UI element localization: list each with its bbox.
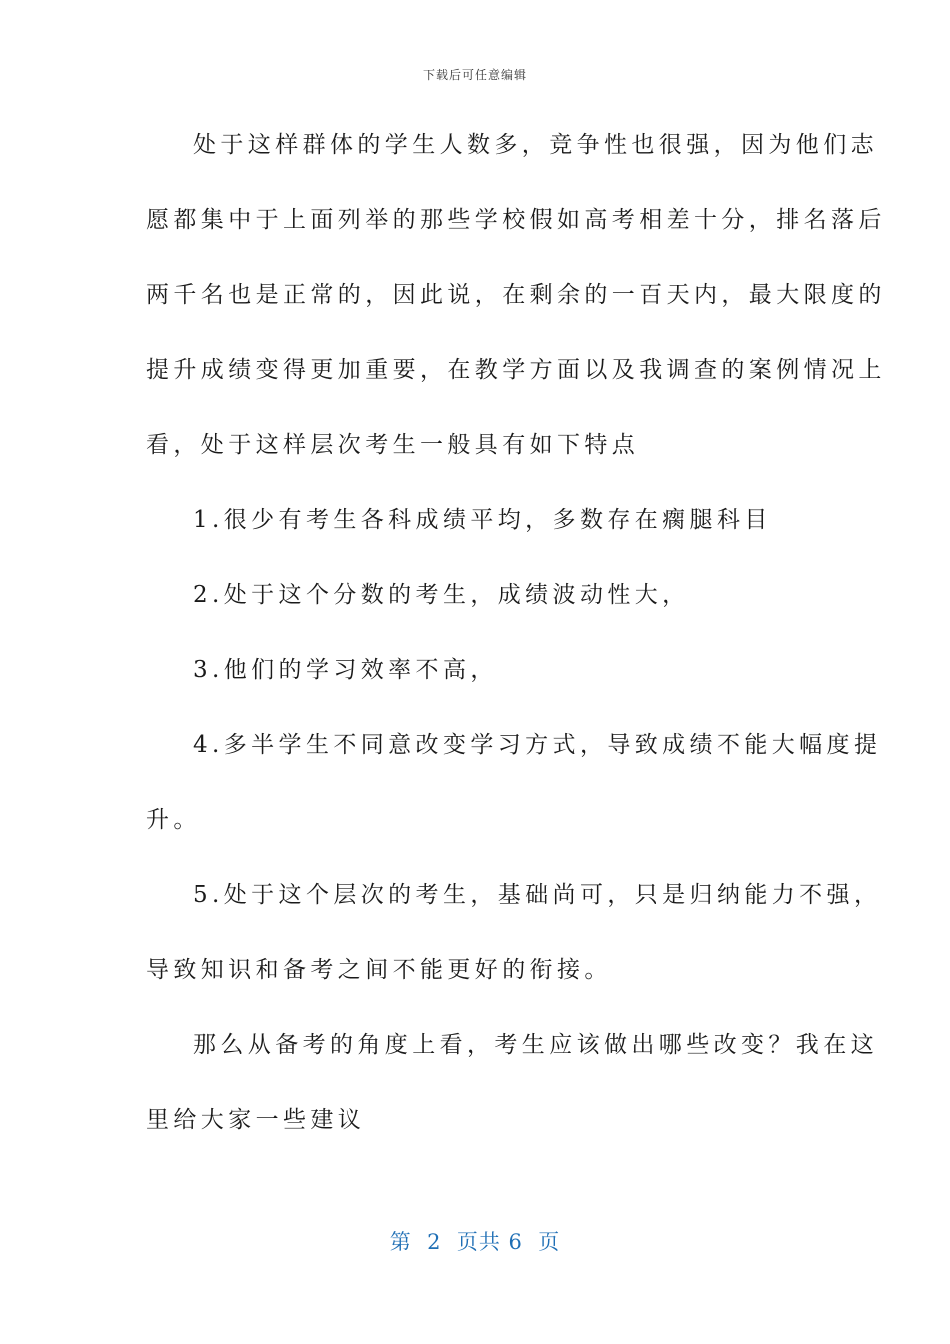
page-number-footer: 第 2 页共 6 页 [389,1230,561,1254]
list-item-1: 1.很少有考生各科成绩平均，多数存在瘸腿科目 [193,507,772,533]
paragraph-line: 里给大家一些建议 [146,1107,366,1133]
list-item-5-continuation: 导致知识和备考之间不能更好的衔接。 [146,957,612,983]
paragraph-line: 处于这样群体的学生人数多，竞争性也很强，因为他们志 [193,132,878,158]
paragraph-line: 两千名也是正常的，因此说，在剩余的一百天内，最大限度的 [146,282,886,308]
list-item-5: 5.处于这个层次的考生，基础尚可，只是归纳能力不强， [193,882,882,908]
list-item-3: 3.他们的学习效率不高， [193,657,498,683]
paragraph-line: 愿都集中于上面列举的那些学校假如高考相差十分，排名落后 [146,207,886,233]
header-note: 下载后可任意编辑 [422,68,527,82]
list-item-2: 2.处于这个分数的考生，成绩波动性大， [193,582,690,608]
paragraph-line: 看，处于这样层次考生一般具有如下特点 [146,432,640,458]
list-item-4: 4.多半学生不同意改变学习方式，导致成绩不能大幅度提 [193,732,882,758]
paragraph-line: 提升成绩变得更加重要，在教学方面以及我调查的案例情况上 [146,357,886,383]
list-item-4-continuation: 升。 [146,807,201,833]
paragraph-line: 那么从备考的角度上看，考生应该做出哪些改变？我在这 [193,1032,878,1058]
